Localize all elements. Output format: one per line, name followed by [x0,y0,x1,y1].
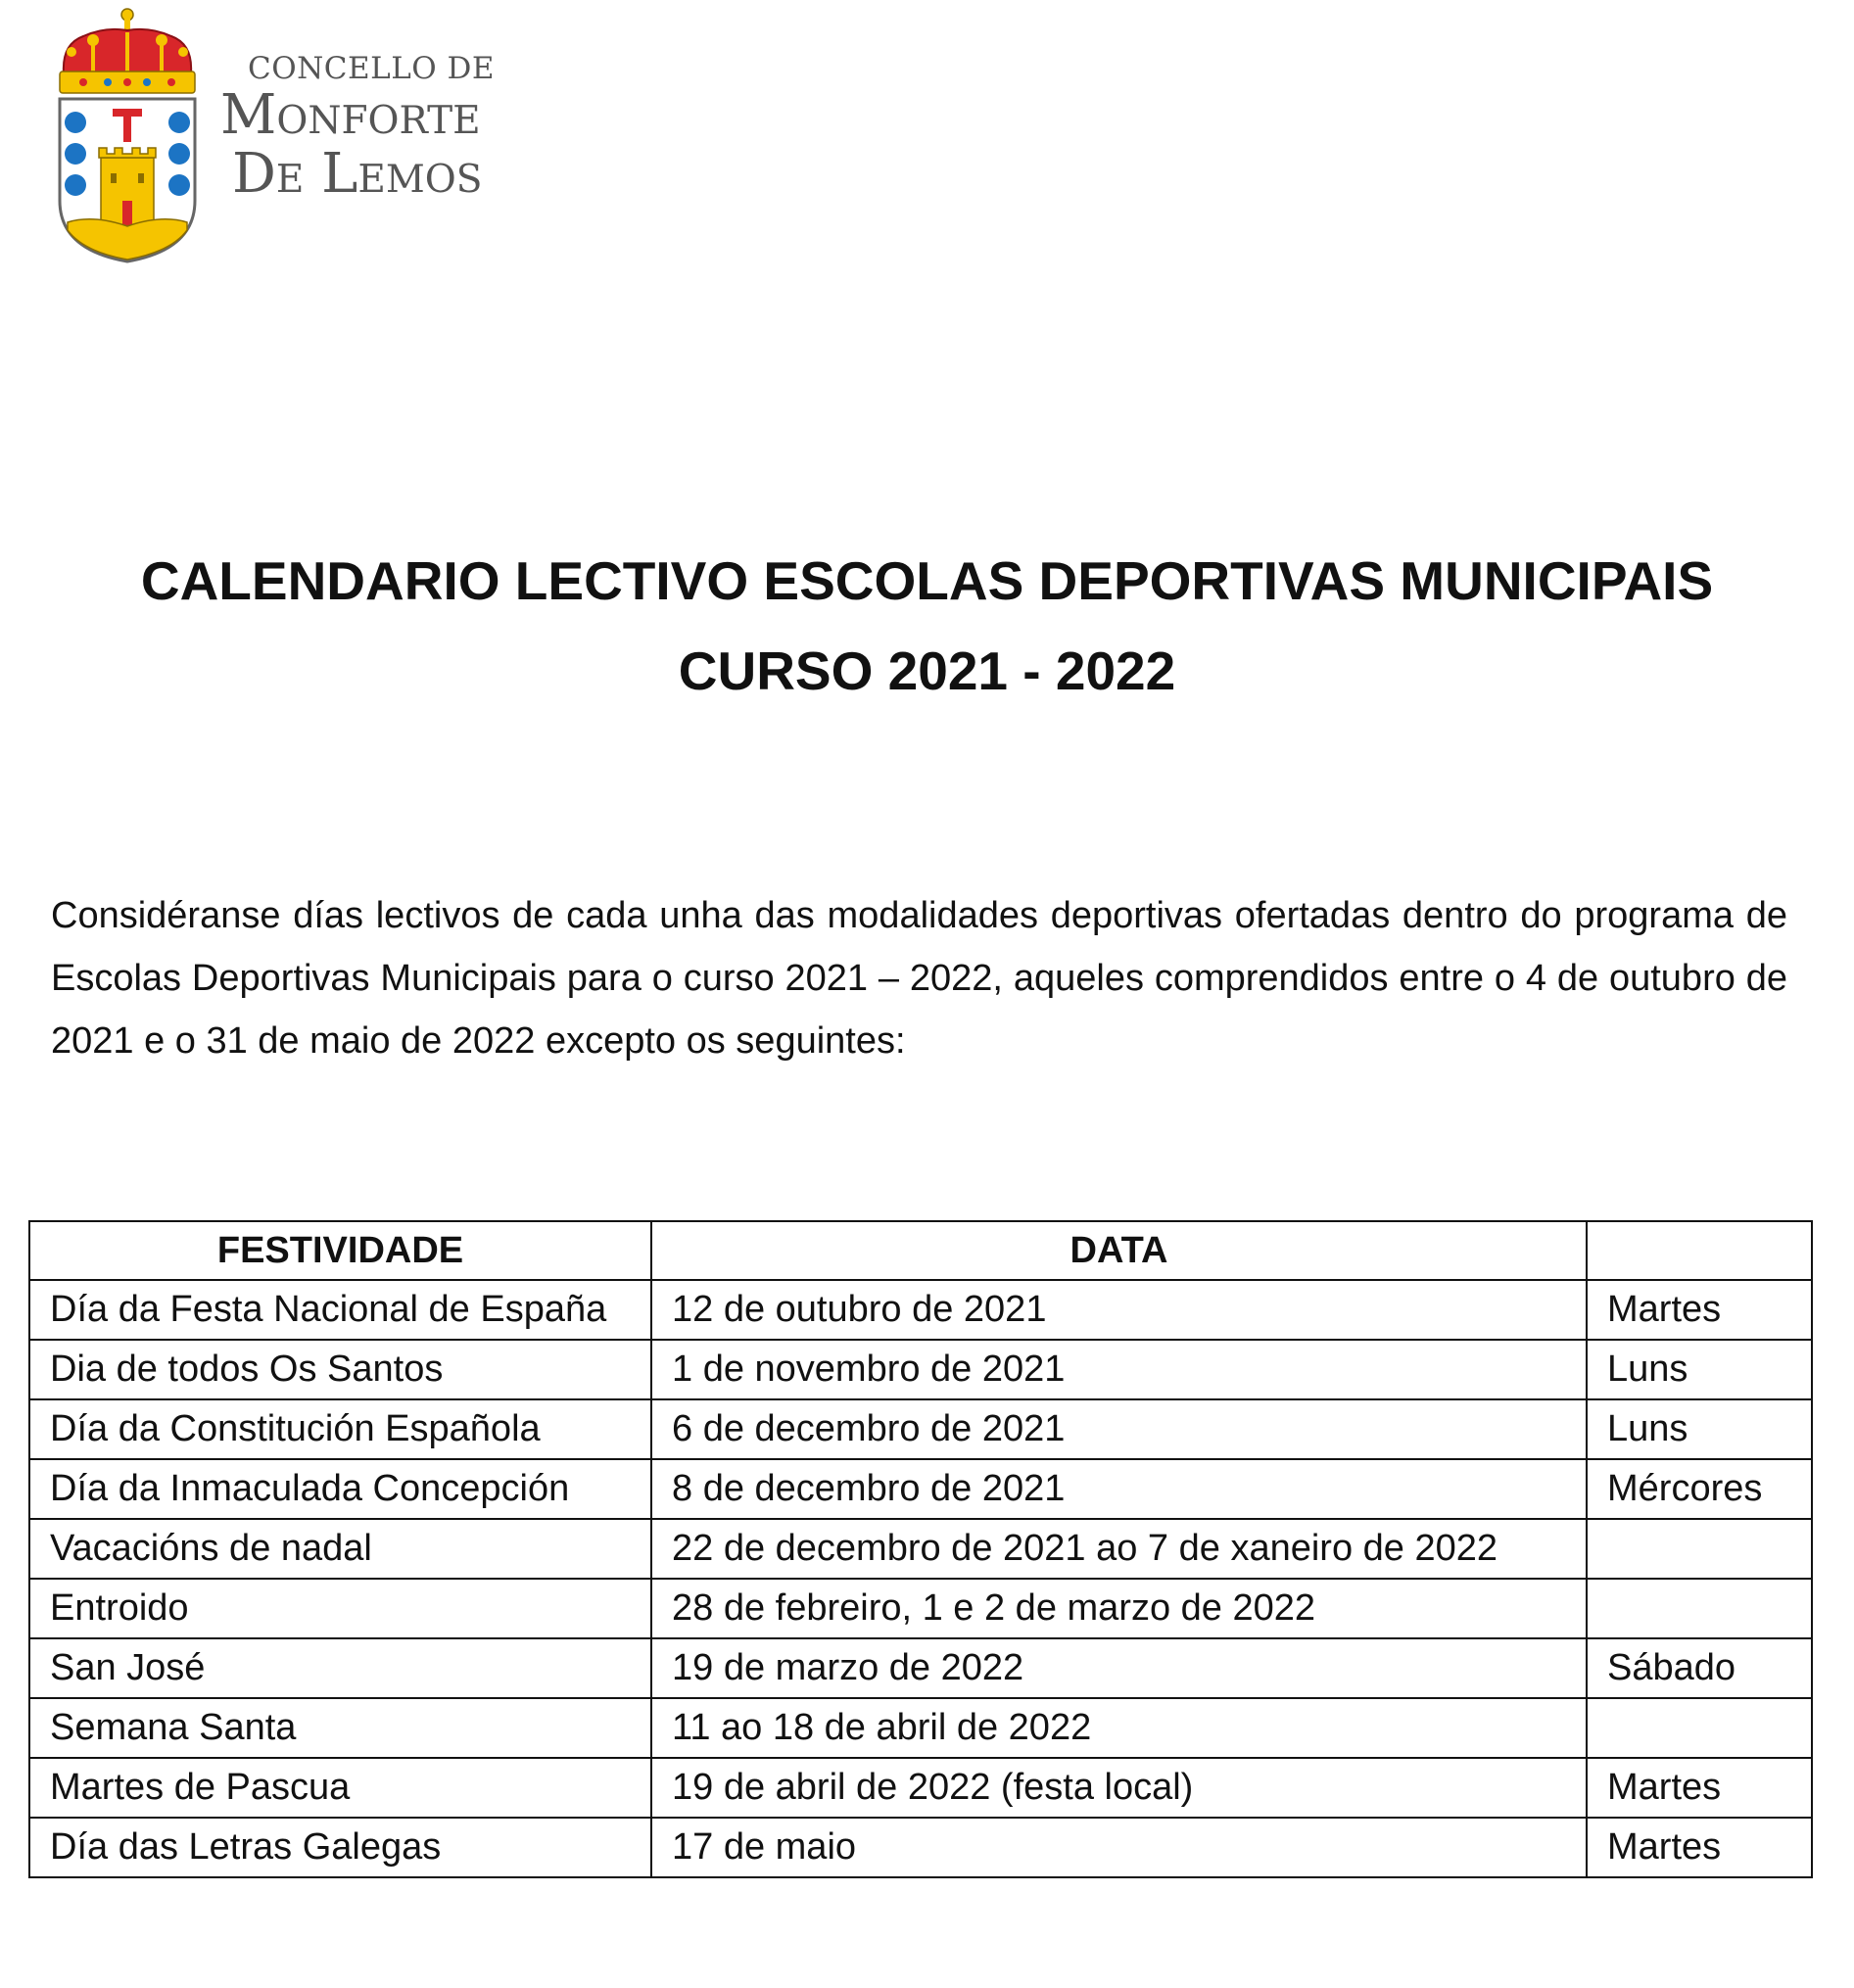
header-data: DATA [651,1221,1587,1280]
crown-icon [60,9,195,93]
cell-festividade: Martes de Pascua [29,1758,651,1818]
cell-data: 12 de outubro de 2021 [651,1280,1587,1340]
cell-data: 19 de marzo de 2022 [651,1638,1587,1698]
cell-festividade: Vacacións de nadal [29,1519,651,1579]
cell-festividade: Dia de todos Os Santos [29,1340,651,1399]
table-header-row [29,1221,1812,1280]
table-row [29,1459,1812,1519]
title-line-1: CALENDARIO LECTIVO ESCOLAS DEPORTIVAS MUNICIPAIS [140,550,1714,611]
logo-line-concello: CONCELLO DE [248,51,496,86]
table-row [29,1519,1812,1579]
cell-data: 11 ao 18 de abril de 2022 [651,1698,1587,1758]
document-title [0,536,1854,716]
cell-festividade: Semana Santa [29,1698,651,1758]
cell-festividade: Entroido [29,1579,651,1638]
table-row [29,1758,1812,1818]
table-row [29,1280,1812,1340]
header-festividade: FESTIVIDADE [29,1221,651,1280]
holidays-table [28,1220,1813,1878]
table-row [29,1340,1812,1399]
shield-icon [60,99,195,261]
cell-festividade: Día da Festa Nacional de España [29,1280,651,1340]
cell-dia: Martes [1587,1818,1812,1877]
table-row [29,1818,1812,1877]
cell-dia: Luns [1587,1340,1812,1399]
cell-data: 28 de febreiro, 1 e 2 de marzo de 2022 [651,1579,1587,1638]
logo-line-monforte: Monforte [220,83,481,147]
table-row [29,1579,1812,1638]
intro-paragraph: Considéranse días lectivos de cada unha das modalidades deportivas ofertadas dentro do programa de Escolas Deportivas Municipais para o curso 2021 – 2022, aqueles comprendidos entre o 4 de outubro de 2021 e o 31 de maio de 2022 excepto os seguintes: [51,895,1787,1062]
cell-data: 17 de maio [651,1818,1587,1877]
coat-of-arms-icon [54,5,201,264]
table-row [29,1698,1812,1758]
cell-dia: Martes [1587,1280,1812,1340]
concello-logo [54,5,524,264]
cell-dia [1587,1698,1812,1758]
cell-data: 22 de decembro de 2021 ao 7 de xaneiro de 2022 [651,1519,1587,1579]
cell-festividade: Día das Letras Galegas [29,1818,651,1877]
cell-festividade: San José [29,1638,651,1698]
cell-dia: Luns [1587,1399,1812,1459]
title-line-2: CURSO 2021 - 2022 [678,640,1176,701]
cell-data: 1 de novembro de 2021 [651,1340,1587,1399]
table-row [29,1399,1812,1459]
logo-wordmark [220,51,496,206]
table-row [29,1638,1812,1698]
cell-dia [1587,1579,1812,1638]
cell-festividade: Día da Inmaculada Concepción [29,1459,651,1519]
cell-dia: Sábado [1587,1638,1812,1698]
cell-festividade: Día da Constitución Española [29,1399,651,1459]
cell-dia: Mércores [1587,1459,1812,1519]
cell-dia: Martes [1587,1758,1812,1818]
cell-data: 19 de abril de 2022 (festa local) [651,1758,1587,1818]
logo-line-lemos: De Lemos [232,142,483,206]
cell-dia [1587,1519,1812,1579]
cell-data: 8 de decembro de 2021 [651,1459,1587,1519]
header-dia [1587,1221,1812,1280]
cell-data: 6 de decembro de 2021 [651,1399,1587,1459]
